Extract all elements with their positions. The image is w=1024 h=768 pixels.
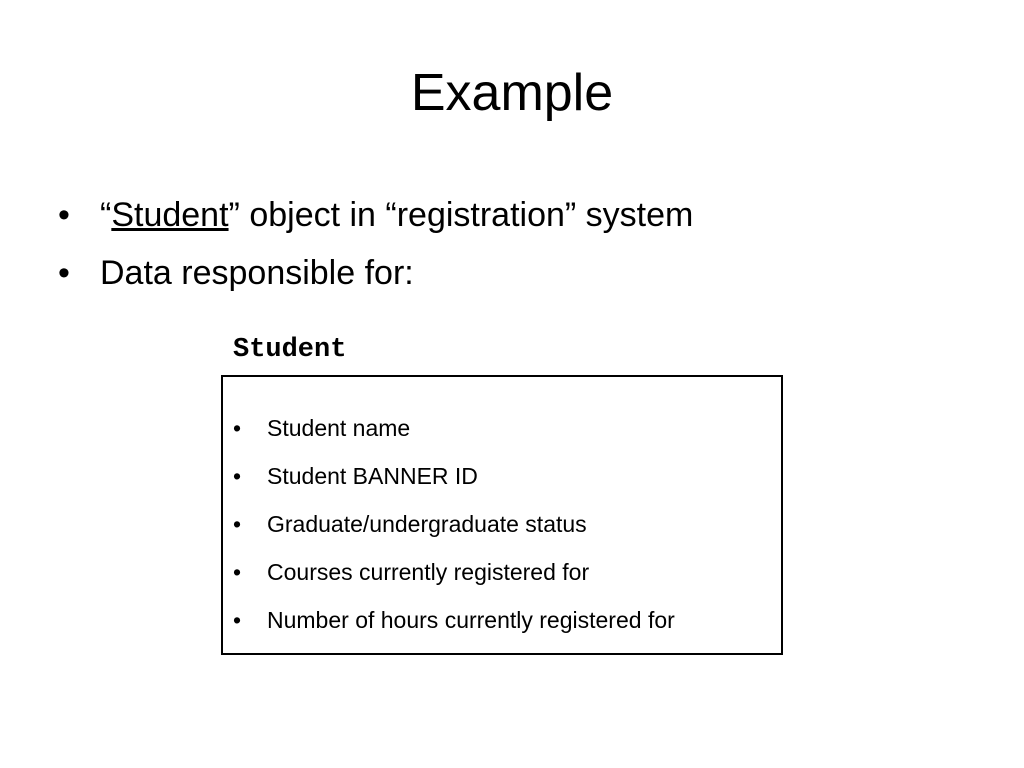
bullet-2-text: Data responsible for: (100, 254, 414, 292)
bullet-1-rest: ” object in “registration” system (228, 196, 694, 234)
bullet-glyph: • (233, 559, 242, 585)
attribute-text: Student name (267, 415, 411, 441)
main-bullet-list (58, 186, 693, 302)
bullet-glyph: • (233, 607, 242, 633)
bullet-glyph: • (233, 415, 242, 441)
attribute-item (233, 548, 675, 596)
main-bullet-item-1 (58, 186, 693, 244)
open-quote: “ (100, 196, 112, 234)
attribute-text: Student BANNER ID (267, 463, 478, 489)
attribute-text: Courses currently registered for (267, 559, 590, 585)
bullet-glyph: • (58, 196, 70, 234)
attribute-item (233, 500, 675, 548)
student-keyword: Student (111, 196, 229, 234)
attribute-text: Number of hours currently registered for (267, 607, 675, 633)
main-bullet-item-2 (58, 244, 693, 302)
attribute-item (233, 596, 675, 644)
bullet-glyph: • (58, 254, 70, 292)
attribute-list (233, 404, 675, 644)
class-name-label: Student (233, 335, 347, 365)
attribute-text: Graduate/undergraduate status (267, 511, 587, 537)
bullet-glyph: • (233, 463, 242, 489)
class-attributes-box (221, 375, 783, 655)
bullet-glyph: • (233, 511, 242, 537)
slide-title: Example (410, 64, 614, 122)
attribute-item (233, 452, 675, 500)
attribute-item (233, 404, 675, 452)
